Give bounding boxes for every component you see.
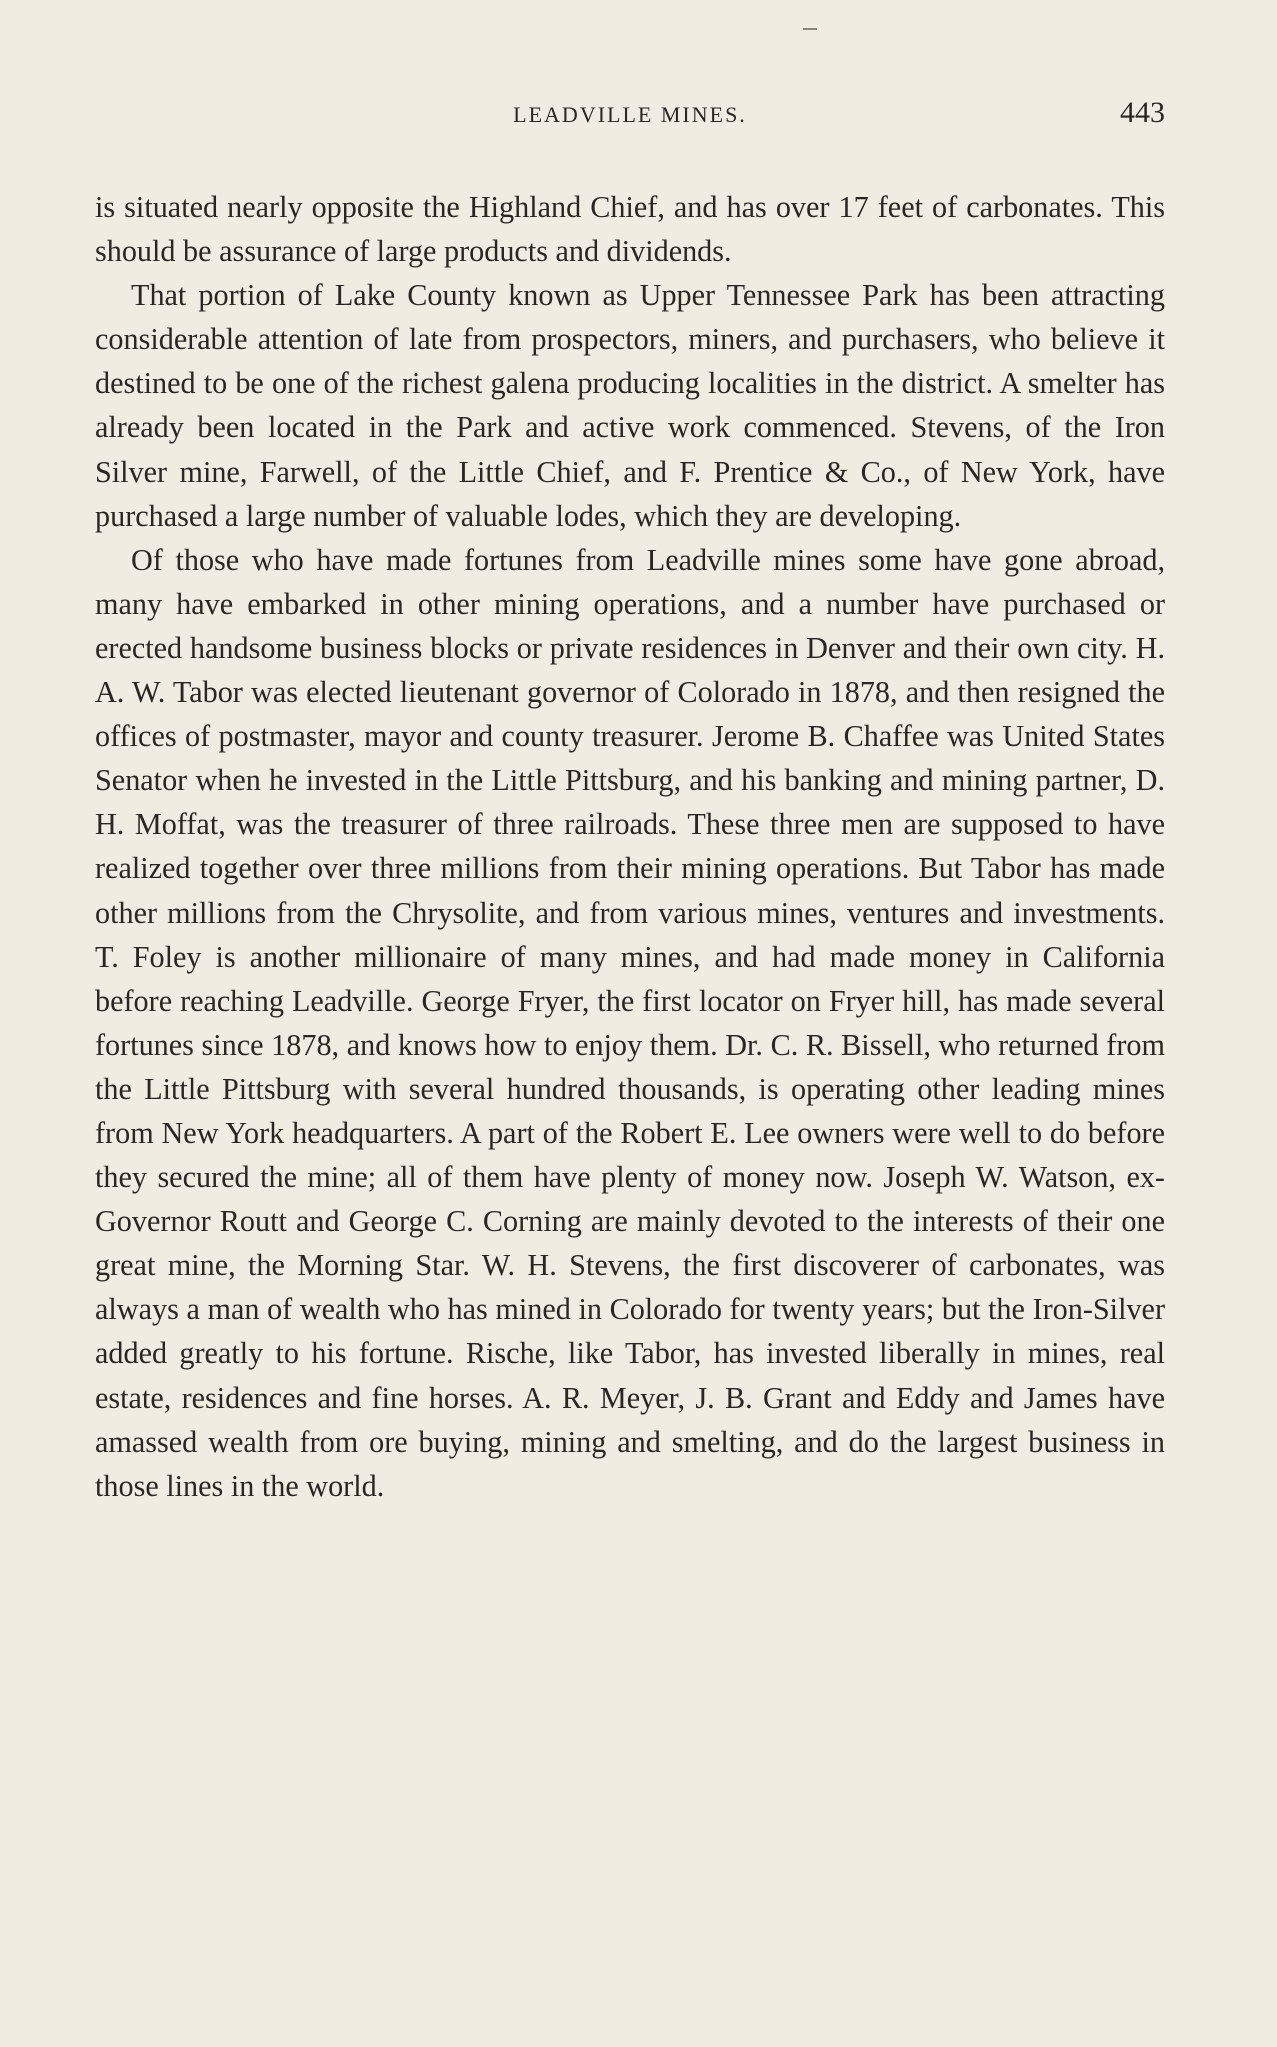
- running-head: LEADVILLE MINES.: [513, 102, 747, 127]
- page-header: [95, 96, 1165, 136]
- paragraph-3: Of those who have made fortunes from Leadville mines some have gone abroad, many have embarked in other mining operations, and a number have purchased or erected handsome business blocks or private residences in Denver and their own city. H. A. W. Tabor was elected lieutenant governor of Colorado in 1878, and then resigned the offices of postmaster, mayor and county treasurer. Jerome B. Chaffee was United States Senator when he invested in the Little Pittsburg, and his banking and mining partner, D. H. Moffat, was the treasurer of three railroads. These three men are supposed to have realized together over three millions from their mining operations. But Tabor has made other millions from the Chrysolite, and from various mines, ventures and investments. T. Foley is another millionaire of many mines, and had made money in California before reaching Leadville. George Fryer, the first locator on Fryer hill, has made several fortunes since 1878, and knows how to enjoy them. Dr. C. R. Bissell, who returned from the Little Pittsburg with several hundred thousands, is operating other leading mines from New York headquarters. A part of the Robert E. Lee owners were well to do before they secured the mine; all of them have plenty of money now. Joseph W. Watson, ex-Governor Routt and George C. Corning are mainly devoted to the interests of their one great mine, the Morning Star. W. H. Stevens, the first discoverer of carbonates, was always a man of wealth who has mined in Colorado for twenty years; but the Iron-Silver added greatly to his fortune. Rische, like Tabor, has invested liberally in mines, real estate, residences and fine horses. A. R. Meyer, J. B. Grant and Eddy and James have amassed wealth from ore buying, mining and smelting, and do the largest business in those lines in the world.: [95, 542, 1165, 1503]
- page-number: 443: [1120, 96, 1165, 129]
- paragraph-1: is situated nearly opposite the Highland Chief, and has over 17 feet of carbonates. This should be assurance of large products and dividends.: [95, 190, 1165, 269]
- paragraph-2: That portion of Lake County known as Upper Tennessee Park has been attracting considerable attention of late from prospectors, miners, and purchasers, who believe it destined to be one of the richest galena producing localities in the district. A smelter has already been located in the Park and active work commenced. Stevens, of the Iron Silver mine, Farwell, of the Little Chief, and F. Prentice & Co., of New York, have purchased a large number of valuable lodes, which they are developing.: [95, 278, 1165, 533]
- body-text: [95, 185, 1165, 1508]
- top-mark: [803, 28, 817, 30]
